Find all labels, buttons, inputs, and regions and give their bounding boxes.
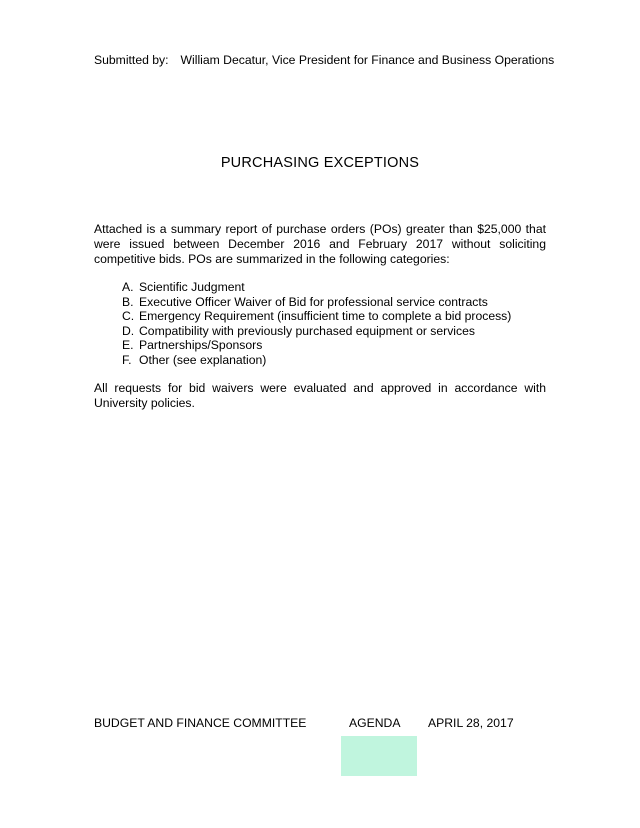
list-item-letter: F. <box>122 352 132 367</box>
list-item <box>122 338 511 353</box>
list-item-letter: C. <box>122 309 135 324</box>
list-item-text: Compatibility with previously purchased equipment or services <box>139 323 475 338</box>
list-item <box>122 309 511 324</box>
intro-paragraph: Attached is a summary report of purchase orders (POs) greater than $25,000 that were issued between December 2016 and February 2017 without soliciting competitive bids. POs are summarized in the following categories: <box>94 222 546 266</box>
category-list <box>122 280 511 368</box>
closing-paragraph: All requests for bid waivers were evaluated and approved in accordance with University policies. <box>94 381 546 410</box>
footer-committee: BUDGET AND FINANCE COMMITTEE <box>94 716 307 730</box>
list-item-letter: E. <box>122 338 134 353</box>
list-item <box>122 280 511 295</box>
submitted-by-name: William Decatur, Vice President for Finance and Business Operations <box>180 53 555 67</box>
list-item-text: Other (see explanation) <box>139 352 267 367</box>
submitted-by-line <box>94 53 554 67</box>
footer-highlight-box <box>341 736 417 776</box>
list-item-text: Emergency Requirement (insufficient time to complete a bid process) <box>139 309 512 324</box>
submitted-by-label: Submitted by: <box>94 53 169 67</box>
list-item <box>122 324 511 339</box>
page-title: PURCHASING EXCEPTIONS <box>220 155 420 171</box>
list-item-letter: D. <box>122 323 135 338</box>
list-item-letter: B. <box>122 294 134 309</box>
list-item-text: Scientific Judgment <box>139 280 245 294</box>
footer-agenda: AGENDA <box>349 716 401 730</box>
list-item <box>122 353 511 368</box>
list-item-letter: A. <box>122 280 134 294</box>
list-item-text: Partnerships/Sponsors <box>139 338 263 353</box>
footer-date: APRIL 28, 2017 <box>428 716 514 730</box>
list-item-text: Executive Officer Waiver of Bid for professional service contracts <box>139 294 488 309</box>
list-item <box>122 295 511 310</box>
